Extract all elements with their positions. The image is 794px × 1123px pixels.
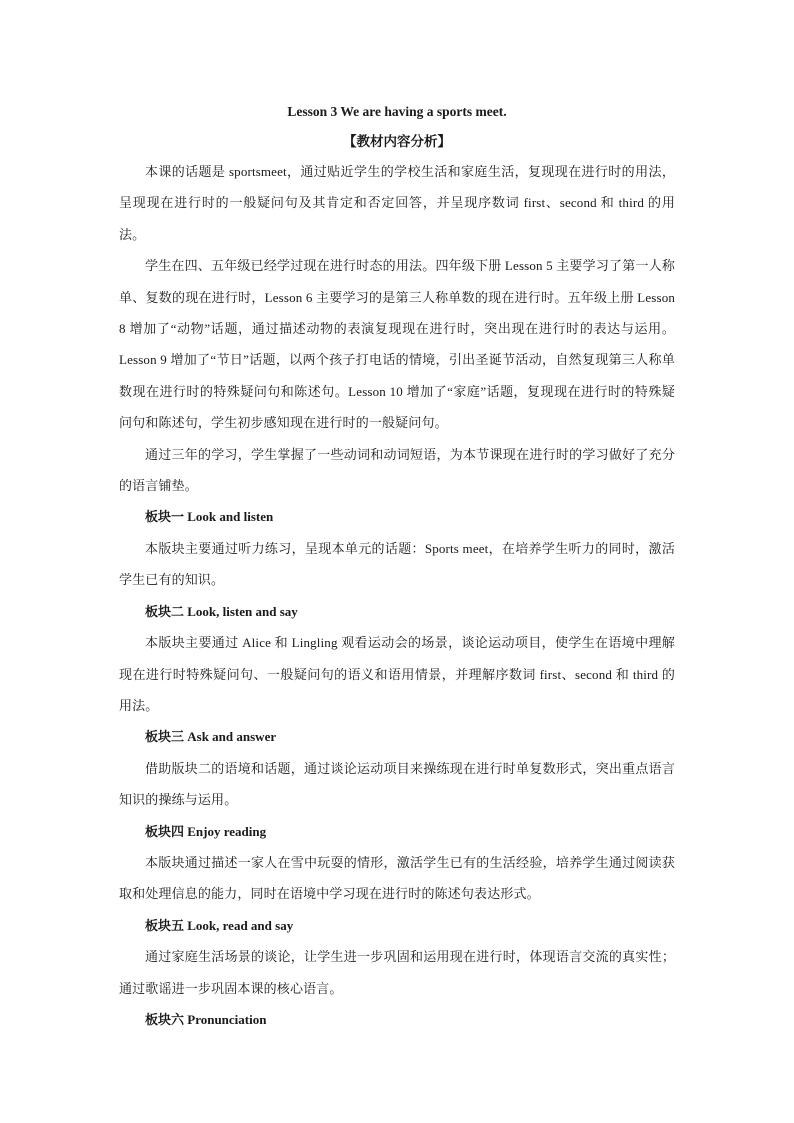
intro-paragraph-1: 本课的话题是 sportsmeet，通过贴近学生的学校生活和家庭生活，复现现在进行时的用法，呈现现在进行时的一般疑问句及其肯定和否定回答，并呈现序数词 first、second 和 third 的用法。 (119, 164, 675, 242)
block-3-body: 借助版块二的语境和话题，通过谈论运动项目来操练现在进行时单复数形式，突出重点语言知识的操练与运用。 (119, 760, 675, 808)
block-4-heading: 板块四 Enjoy reading (145, 823, 267, 839)
intro-paragraph-3: 通过三年的学习，学生掌握了一些动词和动词短语，为本节课现在进行时的学习做好了充分的语言铺垫。 (119, 446, 675, 494)
block-1-body: 本版块主要通过听力练习，呈现本单元的话题：Sports meet，在培养学生听力的同时，激活学生已有的知识。 (119, 540, 675, 588)
block-4-body: 本版块通过描述一家人在雪中玩耍的情形，激活学生已有的生活经验，培养学生通过阅读获取和处理信息的能力，同时在语境中学习现在进行时的陈述句表达形式。 (119, 854, 675, 902)
section-title: 【教材内容分析】 (343, 134, 451, 149)
block-2-body: 本版块主要通过 Alice 和 Lingling 观看运动会的场景，谈论运动项目，使学生在语境中理解现在进行时特殊疑问句、一般疑问句的语义和语用情景，并理解序数词 first、second 和 third 的用法。 (119, 635, 675, 713)
block-2-heading: 板块二 Look, listen and say (145, 603, 298, 619)
block-5-heading: 板块五 Look, read and say (145, 917, 294, 933)
block-1-heading: 板块一 Look and listen (145, 509, 274, 525)
intro-paragraph-2: 学生在四、五年级已经学过现在进行时态的用法。四年级下册 Lesson 5 主要学习了第一人称单、复数的现在进行时，Lesson 6 主要学习的是第三人称单数的现在进行时。五年级上册 Lesson 8 增加了“动物”话题，通过描述动物的表演复现现在进行时，突出现在进行时的表达与运用。Lesson 9 增加了“节日”话题，以两个孩子打电话的情境，引出圣诞节活动，自然复现第三人称单数现在进行时的特殊疑问句和陈述句。Lesson 10 增加了“家庭”话题，复现现在进行时的特殊疑问句和陈述句，学生初步感知现在进行时的一般疑问句。 (119, 258, 675, 431)
document-title: Lesson 3 We are having a sports meet. (287, 104, 507, 119)
block-3-heading: 板块三 Ask and answer (145, 729, 277, 745)
block-6-heading: 板块六 Pronunciation (145, 1011, 267, 1027)
block-5-body: 通过家庭生活场景的谈论，让学生进一步巩固和运用现在进行时，体现语言交流的真实性；通过歌谣进一步巩固本课的核心语言。 (119, 949, 675, 996)
document-page (119, 98, 675, 1035)
